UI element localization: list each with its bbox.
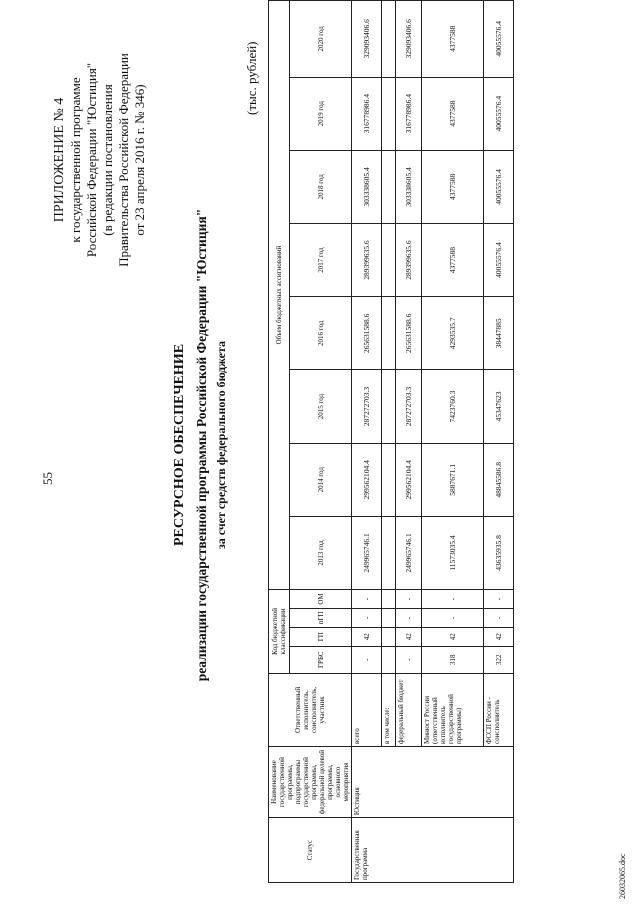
table-header-row (269, 1, 290, 883)
header-year: 2014 год (290, 443, 352, 516)
header-volume-group: Объем бюджетных ассигнований (269, 1, 290, 590)
row-value (382, 297, 396, 370)
units-label: (тыс. рублей) (244, 41, 259, 115)
document-subtitle-2: за счет средств федерального бюджета (214, 340, 228, 550)
table-row (352, 1, 382, 883)
row-value: 287272703.3 (396, 370, 422, 443)
appendix-line: от 23 апреля 2016 г. № 346) (132, 84, 147, 236)
row-code: - (484, 590, 514, 609)
row-code: - (422, 590, 484, 609)
row-value: 4293535.7 (422, 297, 484, 370)
row-code (382, 608, 396, 627)
page-number: 55 (40, 472, 55, 485)
row-code (382, 627, 396, 646)
row-value: 289399635.6 (396, 224, 422, 297)
row-code: - (352, 590, 382, 609)
row-value: 289399635.6 (352, 224, 382, 297)
row-value: 4377588 (422, 77, 484, 150)
row-code: 318 (422, 646, 484, 673)
header-code: пГП (290, 608, 352, 627)
appendix-header (52, 25, 148, 295)
row-value: 4377588 (422, 150, 484, 223)
header-year: 2015 год (290, 370, 352, 443)
row-code (382, 646, 396, 673)
row-value: 38447885 (484, 297, 514, 370)
row-value: 40055576.4 (484, 224, 514, 297)
header-name: Наименование государственной программы, подпрограммы государственной программы, федеральной целевой программы, основного мероприятия (269, 747, 352, 818)
header-year: 2020 год (290, 1, 352, 78)
header-year: 2018 год (290, 150, 352, 223)
header-code-group: Код бюджетной классификации (269, 590, 290, 674)
row-value: 11573035.4 (422, 516, 484, 589)
row-value: 48845586.8 (484, 443, 514, 516)
row-name: Юстиция (352, 747, 514, 818)
row-value: 40055576.4 (484, 77, 514, 150)
appendix-line: ПРИЛОЖЕНИЕ № 4 (52, 97, 67, 223)
row-value: 4377588 (422, 1, 484, 78)
row-value: 287272703.3 (352, 370, 382, 443)
header-year: 2017 год (290, 224, 352, 297)
row-value: 316778986.4 (396, 77, 422, 150)
header-code: ГРБС (290, 646, 352, 673)
row-responsible: в том числе: (382, 673, 396, 746)
row-code: 42 (352, 627, 382, 646)
header-responsible: Ответственный исполнитель, соисполнитель, участник (269, 673, 352, 746)
appendix-line: к государственной программе (68, 77, 83, 243)
row-value: 249965746.1 (352, 516, 382, 589)
document-title: РЕСУРСНОЕ ОБЕСПЕЧЕНИЕ (172, 343, 187, 547)
row-code: 42 (396, 627, 422, 646)
document-subtitle: реализации государственной программы Российской Федерации "Юстиция" (194, 208, 209, 682)
row-value (382, 516, 396, 589)
row-value: 43635935.8 (484, 516, 514, 589)
row-value (382, 370, 396, 443)
row-value: 329093406.6 (352, 1, 382, 78)
header-year: 2016 год (290, 297, 352, 370)
row-code (382, 590, 396, 609)
row-value: 303338605.4 (396, 150, 422, 223)
row-value: 7423760.3 (422, 370, 484, 443)
row-value: 329093406.6 (396, 1, 422, 78)
row-value (382, 77, 396, 150)
row-code: - (352, 608, 382, 627)
row-code: - (484, 608, 514, 627)
row-code: - (396, 590, 422, 609)
row-value (382, 1, 396, 78)
row-code: - (422, 608, 484, 627)
row-code: 322 (484, 646, 514, 673)
row-value: 40055576.4 (484, 150, 514, 223)
row-responsible: Минюст России (ответственный исполнитель государственной программы) (422, 673, 484, 746)
row-responsible: всего (352, 673, 382, 746)
row-code: - (352, 646, 382, 673)
document-id: 26032065.doc (618, 853, 627, 899)
header-year: 2013 год (290, 516, 352, 589)
row-code: 42 (484, 627, 514, 646)
row-value: 5887671.1 (422, 443, 484, 516)
row-value (382, 150, 396, 223)
row-responsible: федеральный бюджет (396, 673, 422, 746)
row-code: - (396, 646, 422, 673)
header-status: Статус (269, 818, 352, 883)
row-value: 265631588.6 (396, 297, 422, 370)
header-year: 2019 год (290, 77, 352, 150)
row-value (382, 224, 396, 297)
row-code: - (396, 608, 422, 627)
row-value: 40055576.4 (484, 1, 514, 78)
appendix-line: Российской Федерации "Юстиция" (84, 62, 99, 258)
row-value: 299562104.4 (396, 443, 422, 516)
row-status: Государственная программа (352, 818, 514, 883)
appendix-line: (в редакции постановления (100, 84, 115, 236)
row-value: 4377588 (422, 224, 484, 297)
row-value: 265631588.6 (352, 297, 382, 370)
header-code: ОМ (290, 590, 352, 609)
header-code: ГП (290, 627, 352, 646)
row-value: 303338605.4 (352, 150, 382, 223)
appendix-line: Правительства Российской Федерации (116, 53, 131, 267)
row-responsible: ФССП России - соисполнитель (484, 673, 514, 746)
row-value: 45347623 (484, 370, 514, 443)
row-value: 316778986.4 (352, 77, 382, 150)
resource-table (268, 0, 514, 883)
row-value (382, 443, 396, 516)
row-value: 249965746.1 (396, 516, 422, 589)
row-code: 42 (422, 627, 484, 646)
row-value: 299562104.4 (352, 443, 382, 516)
